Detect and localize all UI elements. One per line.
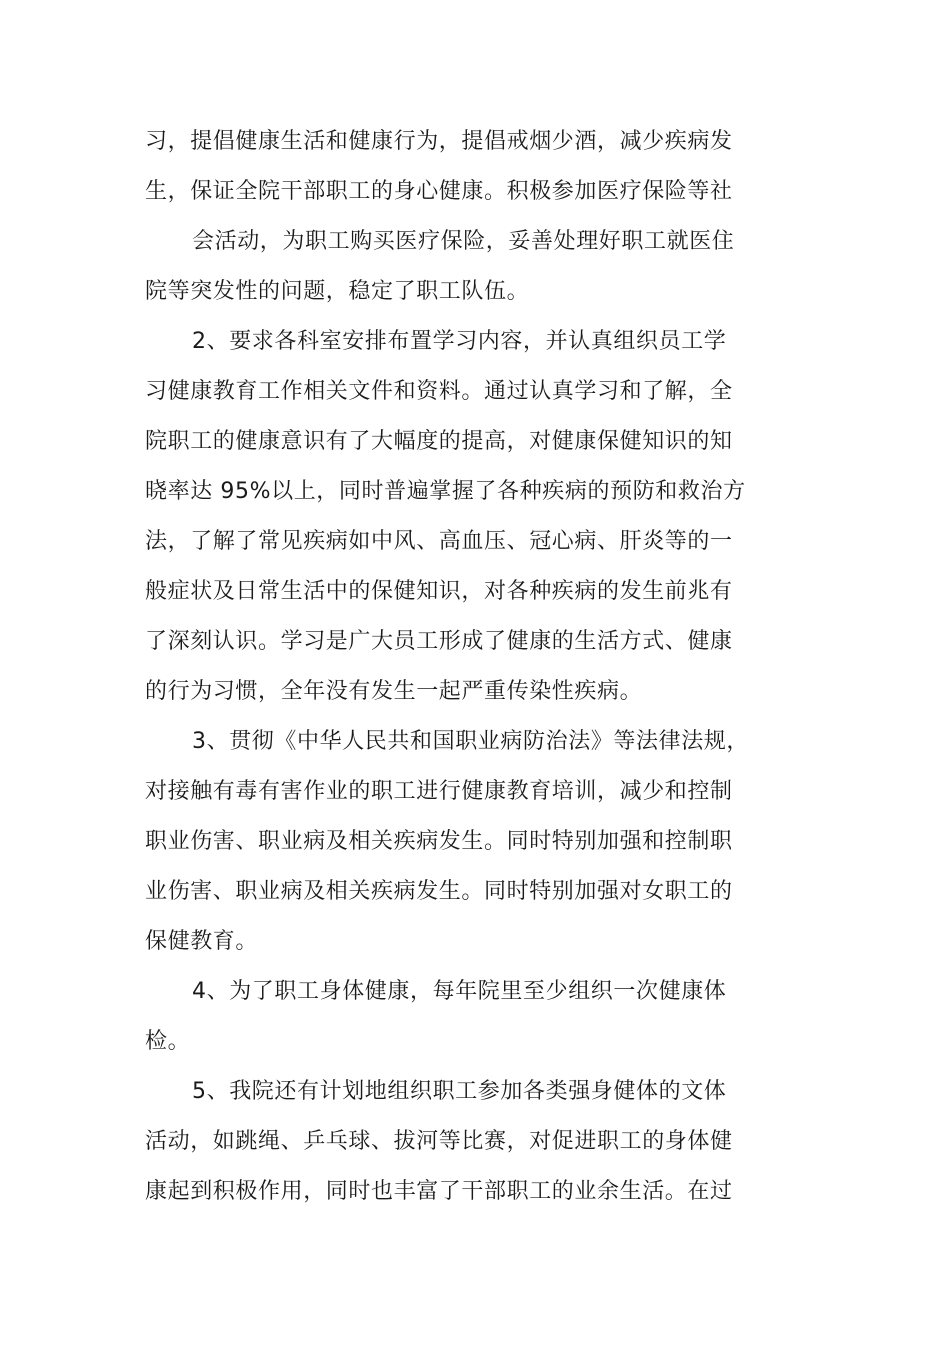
text-line: 业伤害、职业病及相关疾病发生。同时特别加强对女职工的 [145, 879, 733, 904]
text-line: 会活动，为职工购买医疗保险，妥善处理好职工就医住 [192, 229, 735, 254]
text-line: 职业伤害、职业病及相关疾病发生。同时特别加强和控制职 [145, 829, 733, 854]
text-line: 院等突发性的问题，稳定了职工队伍。 [145, 279, 530, 304]
text-line: 5、我院还有计划地组织职工参加各类强身健体的文体 [192, 1079, 727, 1104]
text-line: 了深刻认识。学习是广大员工形成了健康的生活方式、健康 [145, 629, 733, 654]
text-line: 对接触有毒有害作业的职工进行健康教育培训，减少和控制 [145, 779, 733, 804]
text-line: 活动，如跳绳、乒乓球、拔河等比赛，对促进职工的身体健 [145, 1129, 733, 1154]
text-line: 生，保证全院干部职工的身心健康。积极参加医疗保险等社 [145, 179, 733, 204]
text-line: 晓率达 95%以上，同时普遍掌握了各种疾病的预防和救治方 [145, 479, 746, 504]
text-line: 检。 [145, 1029, 191, 1054]
text-line: 2、要求各科室安排布置学习内容，并认真组织员工学 [192, 329, 727, 354]
text-line: 般症状及日常生活中的保健知识，对各种疾病的发生前兆有 [145, 579, 733, 604]
text-line: 保健教育。 [145, 929, 259, 954]
text-line: 习，提倡健康生活和健康行为，提倡戒烟少酒，减少疾病发 [145, 129, 733, 154]
text-line: 3、贯彻《中华人民共和国职业病防治法》等法律法规， [192, 729, 749, 754]
text-line: 康起到积极作用，同时也丰富了干部职工的业余生活。在过 [145, 1179, 733, 1204]
text-line: 4、为了职工身体健康，每年院里至少组织一次健康体 [192, 979, 727, 1004]
text-line: 习健康教育工作相关文件和资料。通过认真学习和了解，全 [145, 379, 733, 404]
text-line: 院职工的健康意识有了大幅度的提高，对健康保健知识的知 [145, 429, 733, 454]
text-line: 法，了解了常见疾病如中风、高血压、冠心病、肝炎等的一 [145, 529, 733, 554]
text-line: 的行为习惯，全年没有发生一起严重传染性疾病。 [145, 679, 643, 704]
